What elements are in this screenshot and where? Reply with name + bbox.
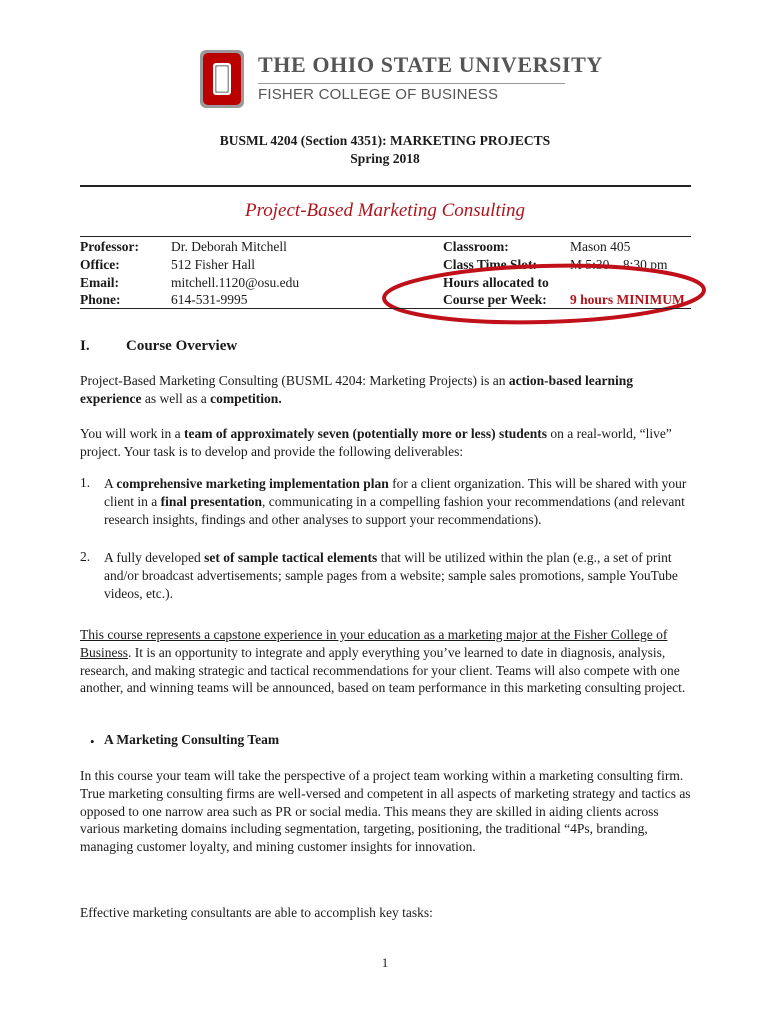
bullet-icon: • bbox=[90, 734, 95, 749]
phone-label: Phone: bbox=[80, 292, 121, 308]
course-code-line: BUSML 4204 (Section 4351): MARKETING PROJECTS bbox=[219, 133, 551, 148]
professor-value: Dr. Deborah Mitchell bbox=[171, 239, 287, 254]
time-slot-label: Class Time Slot: bbox=[443, 256, 538, 272]
section-number: I. bbox=[80, 338, 90, 354]
page-number: 1 bbox=[381, 955, 389, 970]
section-title: Course Overview bbox=[126, 338, 238, 354]
email-value[interactable]: mitchell.1120@osu.edu bbox=[171, 274, 300, 290]
list-item-2: A fully developed set of sample tactical elements that will be utilized within the plan (e.g., a set of print and/or broadcast advertisements; sample pages from a website; sample sales promotions, sample YouTube videos, etc.). bbox=[104, 550, 678, 601]
hours-label-line2: Course per Week: bbox=[443, 292, 547, 308]
professor-label: Professor: bbox=[80, 239, 139, 254]
header-rule bbox=[80, 185, 691, 187]
university-name: THE OHIO STATE UNIVERSITY bbox=[258, 52, 603, 77]
block-o-mark-icon bbox=[200, 50, 244, 108]
team-subheading: A Marketing Consulting Team bbox=[104, 732, 280, 747]
info-bottom-rule bbox=[80, 308, 691, 309]
phone-value: 614-531-9995 bbox=[171, 292, 248, 308]
classroom-value: Mason 405 bbox=[570, 239, 631, 254]
overview-paragraph: Project-Based Marketing Consulting (BUSML 4204: Marketing Projects) is an action-based learning experience as well as a competition. bbox=[80, 373, 633, 406]
office-value: 512 Fisher Hall bbox=[171, 256, 255, 272]
team-paragraph: You will work in a team of approximately seven (potentially more or less) students on a real-world, “live” project. Your task is to develop and provide the following deliverables: bbox=[80, 426, 672, 459]
time-slot-value: M 5:30 – 8:30 pm bbox=[570, 256, 668, 272]
classroom-label: Classroom: bbox=[443, 239, 509, 254]
college-name: FISHER COLLEGE OF BUSINESS bbox=[258, 86, 499, 103]
course-term: Spring 2018 bbox=[350, 151, 420, 166]
list-number-2: 2. bbox=[80, 549, 91, 564]
office-label: Office: bbox=[80, 256, 120, 272]
logo-divider bbox=[258, 83, 565, 84]
info-top-rule bbox=[80, 236, 691, 237]
list-item-1: A comprehensive marketing implementation plan for a client organization. This will be shared with your client in a final presentation, communicating in a compelling fashion your recommendations (and relevant research insights, findings and other analyses to support your recommendations). bbox=[104, 476, 687, 527]
key-tasks-intro: Effective marketing consultants are able to accomplish key tasks: bbox=[80, 905, 433, 920]
capstone-paragraph: This course represents a capstone experience in your education as a marketing major at the Fisher College of Business. It is an opportunity to integrate and apply everything you’ve learned to date in diagnosis, analysis, research, and making strategic and tactical recommendations for your client. Teams will also compete with one another, and winning teams will be announced, based on team performance in this marketing consulting project. bbox=[80, 627, 686, 696]
osu-fisher-logo bbox=[200, 50, 620, 110]
email-label: Email: bbox=[80, 274, 119, 290]
consulting-paragraph: In this course your team will take the perspective of a project team working within a marketing consulting firm. True marketing consulting firms are well-versed and competent in all aspects of marketing strategy and tactics as opposed to one narrow area such as PR or social media. This means they are skilled in aiding clients across various marketing domains including segmentation, targeting, positioning, the traditional “4Ps, branding, managing customer loyalty, and mining customer insights for innovation. bbox=[80, 768, 691, 855]
instructor-values bbox=[171, 238, 299, 309]
hours-value: 9 hours MINIMUM bbox=[570, 292, 685, 308]
red-highlight-oval bbox=[380, 262, 708, 326]
instructor-labels bbox=[80, 238, 139, 309]
course-subtitle: Project-Based Marketing Consulting bbox=[244, 200, 526, 221]
hours-label-line1: Hours allocated to bbox=[443, 274, 549, 290]
list-number-1: 1. bbox=[80, 475, 91, 490]
